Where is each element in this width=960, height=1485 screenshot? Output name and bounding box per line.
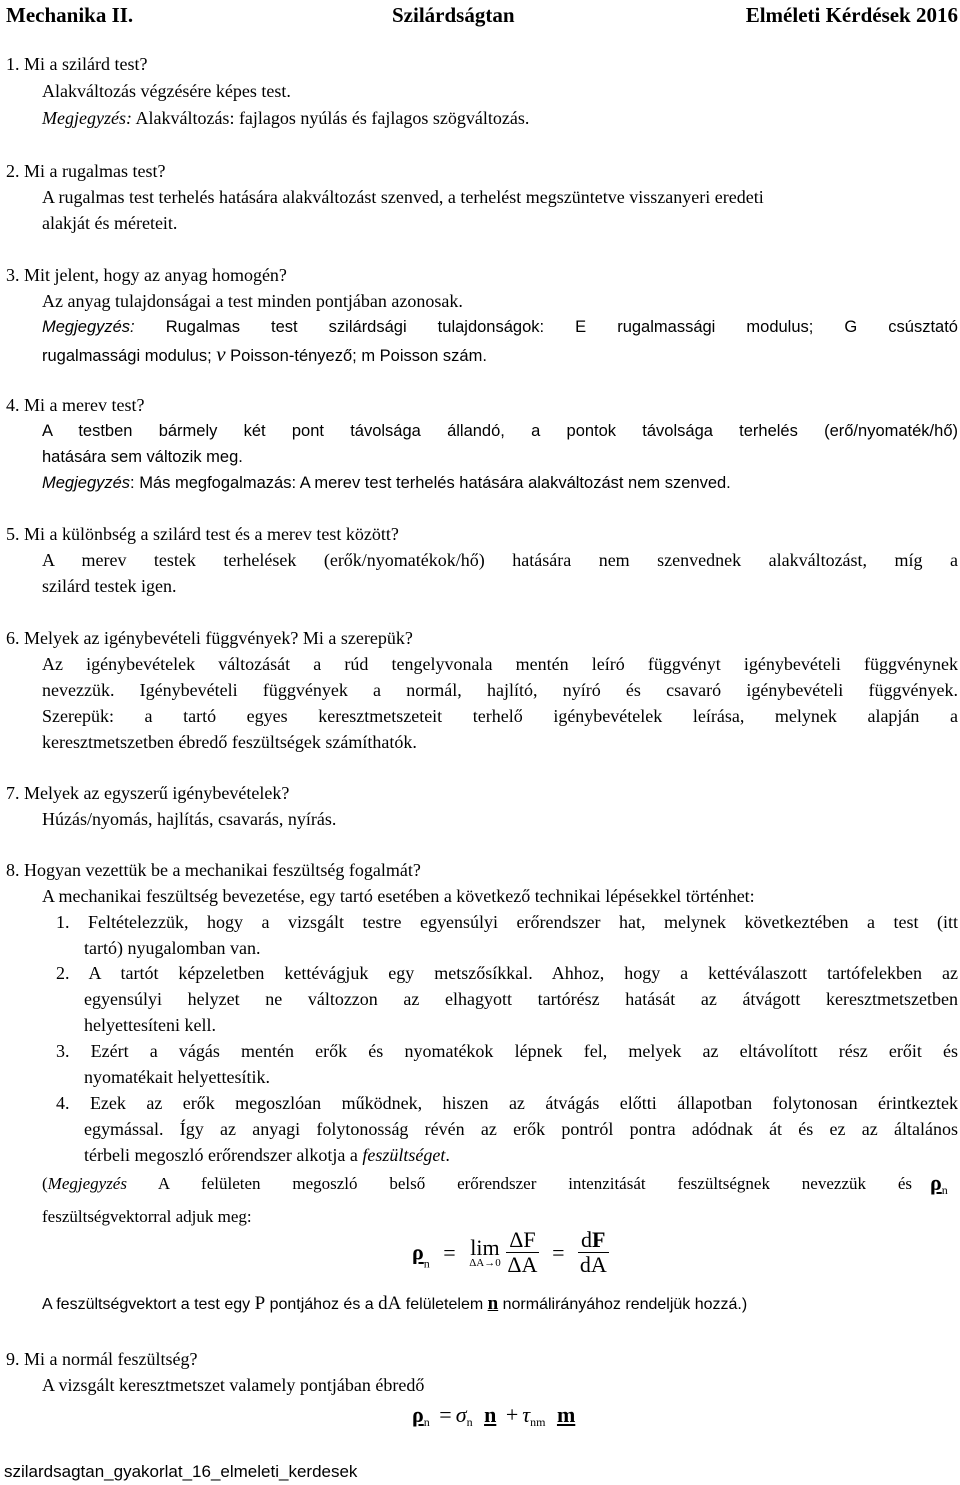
header-subject: Szilárdságtan xyxy=(392,3,515,27)
n-subscript: n xyxy=(941,1183,948,1197)
note-text: Rugalmas test szilárdsági tulajdonságok: E rugalmassági modulus; G csúsztató xyxy=(134,318,958,336)
denominator: ΔA xyxy=(507,1252,538,1277)
step-1-line-1: 1. Feltételezzük, hogy a vizsgált testre egyensúlyi erőrendszer hat, melynek következtében a test (itt xyxy=(56,912,958,932)
note-text: Poisson-tényező; m Poisson szám. xyxy=(225,347,487,365)
step-4-line-3 xyxy=(84,1144,450,1166)
numerator: ΔF xyxy=(506,1228,538,1253)
step-4-line-1: 4. Ezek az erők megoszlóan működnek, hiszen az átvágás előtti állapotban folytonosan érintkeztek xyxy=(56,1093,958,1113)
P-symbol: P xyxy=(254,1293,266,1314)
answer-5-line-1: A merev testek terhelések (erők/nyomatékok/hő) hatására nem szenvednek alakváltozást, míg a xyxy=(42,550,958,570)
question-5: 5. Mi a különbség a szilárd test és a merev test között? xyxy=(6,524,399,544)
equals-sign: = xyxy=(443,1239,456,1265)
note-label: Megjegyzés: xyxy=(42,318,135,336)
term-feszultseg: feszültséget xyxy=(362,1145,446,1165)
answer-3: Az anyag tulajdonságai a test minden pontjában azonosak. xyxy=(42,291,463,311)
stress-decomposition-equation xyxy=(412,1402,575,1430)
rho-symbol: ρ xyxy=(412,1402,424,1427)
n-subscript: n xyxy=(423,1415,430,1429)
note-text: normálirányához rendeljük hozzá.) xyxy=(498,1296,748,1313)
page-footer: szilardsagtan_gyakorlat_16_elmeleti_kerdesek xyxy=(4,1462,358,1481)
note-text: Alakváltozás: fajlagos nyúlás és fajlagos szögváltozás. xyxy=(131,108,530,128)
plus-sign: + xyxy=(505,1402,519,1427)
note-4 xyxy=(42,472,731,494)
question-3: 3. Mit jelent, hogy az anyag homogén? xyxy=(6,265,287,285)
note-text: pontjához és a xyxy=(265,1296,379,1313)
F-vector: F xyxy=(592,1227,606,1252)
n-vector: n xyxy=(484,1402,497,1427)
denominator: dA xyxy=(579,1252,607,1277)
note-8-closing xyxy=(42,1293,747,1316)
header-course: Mechanika II. xyxy=(6,3,134,27)
note-8-line-1 xyxy=(42,1173,912,1195)
note-label: Megjegyzés xyxy=(42,474,131,492)
note-label: Megjegyzés: xyxy=(42,108,132,128)
tau-symbol: τ xyxy=(522,1402,531,1427)
answer-2-line-2: alakját és méreteit. xyxy=(42,213,178,233)
page-header xyxy=(6,3,958,31)
lim-subscript: ΔA→0 xyxy=(469,1256,501,1269)
stress-vector-equation xyxy=(412,1228,609,1277)
answer-4-line-1: A testben bármely két pont távolsága állandó, a pontok távolsága terhelés (erő/nyomaték/hő) xyxy=(42,422,958,440)
step-2-line-3: helyettesíteni kell. xyxy=(84,1015,216,1035)
answer-7: Húzás/nyomás, hajlítás, csavarás, nyírás. xyxy=(42,809,337,829)
question-1: 1. Mi a szilárd test? xyxy=(6,54,148,74)
question-9: 9. Mi a normál feszültség? xyxy=(6,1349,198,1369)
question-7: 7. Melyek az egyszerű igénybevételek? xyxy=(6,783,290,803)
note-1 xyxy=(42,107,529,129)
question-2: 2. Mi a rugalmas test? xyxy=(6,161,166,181)
answer-2-line-1: A rugalmas test terhelés hatására alakváltozást szenved, a terhelést megszüntetve visszanyeri eredeti xyxy=(42,187,764,207)
step-text: . xyxy=(445,1145,450,1165)
answer-6-line-2: nevezzük. Igénybevételi függvények a normál, hajlító, nyíró és csavaró igénybevételi függvények. xyxy=(42,680,958,700)
note-3-line-2 xyxy=(42,343,487,367)
sigma-symbol: σ xyxy=(455,1402,467,1427)
equals-sign: = xyxy=(552,1239,565,1265)
answer-6-line-3: Szerepük: a tartó egyes keresztmetszeteit terhelő igénybevételek leírása, melynek alapján a xyxy=(42,706,958,726)
step-3-line-1: 3. Ezért a vágás mentén erők és nyomatékok lépnek fel, melyek az eltávolított rész erőit és xyxy=(56,1041,958,1061)
step-2-line-2: egyensúlyi helyzet ne változzon az elhagyott tartórész hatását az átvágott keresztmetszetben xyxy=(84,989,958,1009)
nm-subscript: nm xyxy=(530,1415,546,1429)
paren: ( xyxy=(42,1174,48,1193)
step-3-line-2: nyomatékait helyettesítik. xyxy=(84,1067,270,1087)
note-text: : Más megfogalmazás: A merev test terhelés hatására alakváltozást nem szenved. xyxy=(130,474,731,492)
step-2-line-1: 2. A tartót képzeletben kettévágjuk egy metszősíkkal. Ahhoz, hogy a kettéválaszott tartófelekben az xyxy=(56,963,958,983)
note-text: rugalmassági modulus; xyxy=(42,347,217,365)
answer-9: A vizsgált keresztmetszet valamely pontjában ébredő xyxy=(42,1375,425,1395)
note-text: A feszültségvektort a test egy xyxy=(42,1296,255,1313)
question-8: 8. Hogyan vezettük be a mechanikai feszültség fogalmát? xyxy=(6,860,421,880)
step-text: térbeli megoszló erőrendszer alkotja a xyxy=(84,1145,363,1165)
rho-symbol: ρ xyxy=(412,1239,424,1265)
fraction-differential xyxy=(578,1228,608,1277)
rho-symbol: ρ xyxy=(930,1170,942,1195)
rho-n-symbol xyxy=(930,1172,948,1201)
nu-symbol: ν xyxy=(216,342,226,366)
question-4: 4. Mi a merev test? xyxy=(6,395,145,415)
n-vector: n xyxy=(487,1293,499,1314)
m-vector: m xyxy=(556,1402,576,1427)
n-subscript: n xyxy=(466,1415,473,1429)
answer-1: Alakváltozás végzésére képes test. xyxy=(42,81,291,101)
dA-symbol: dA xyxy=(378,1293,402,1314)
fraction-delta xyxy=(506,1228,538,1277)
note-3-line-1 xyxy=(42,316,958,338)
step-4-line-2: egymással. Így az anyagi folytonosság révén az erők pontról pontra adódnak át és ez az általános xyxy=(84,1119,958,1139)
lim-text: lim xyxy=(470,1234,500,1260)
limit xyxy=(469,1234,501,1269)
note-label: Megjegyzés xyxy=(47,1174,127,1193)
answer-8-intro: A mechanikai feszültség bevezetése, egy tartó esetében a következő technikai lépésekkel történhet: xyxy=(42,886,755,906)
header-title: Elméleti Kérdések 2016 xyxy=(745,3,958,27)
note-text: A felületen megoszló belső erőrendszer intenzitását feszültségnek nevezzük és xyxy=(126,1174,912,1193)
step-1-line-2: tartó) nyugalomban van. xyxy=(84,938,261,958)
note-text: felületelem xyxy=(401,1296,488,1313)
answer-6-line-1: Az igénybevételek változását a rúd tengelyvonala mentén leíró függvényt igénybevételi függvénynek xyxy=(42,654,958,674)
question-6: 6. Melyek az igénybevételi függvények? Mi a szerepük? xyxy=(6,628,413,648)
d-text: d xyxy=(581,1227,593,1252)
answer-4-line-2: hatására sem változik meg. xyxy=(42,448,243,466)
n-subscript: n xyxy=(423,1256,430,1271)
answer-6-line-4: keresztmetszetben ébredő feszültségek számíthatók. xyxy=(42,732,417,752)
note-8-line-2: feszültségvektorral adjuk meg: xyxy=(42,1207,252,1226)
answer-5-line-2: szilárd testek igen. xyxy=(42,576,177,596)
equals-sign: = xyxy=(439,1402,452,1427)
